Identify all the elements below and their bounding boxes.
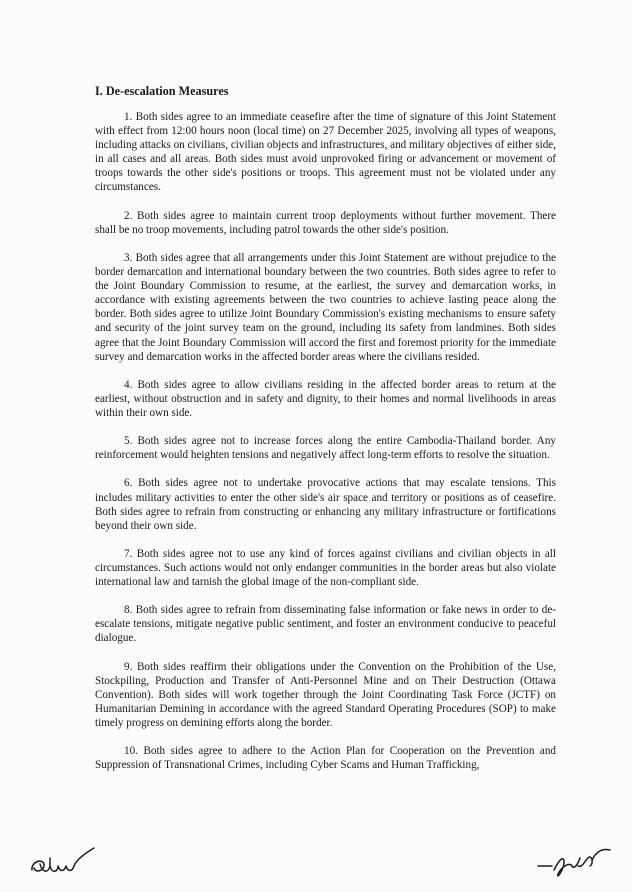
paragraph-3: 3. Both sides agree that all arrangements under this Joint Statement are without prejudice to the border demarcation and international boundary between the two countries. Both sides agree to refer to the Joint Boundary Commission to resume, at the earliest, the survey and demarcation works, in accordance with existing agreements between the two countries to achieve lasting peace along the border. Both sides agree to utilize Joint Boundary Commission's existing mechanisms to ensure safety and security of the joint survey team on the ground, including its safety from landmines. Both sides agree that the Joint Boundary Commission will accord the first and foremost priority for the immediate survey and demarcation works in the affected border areas where the civilians resided.	[95, 251, 556, 363]
paragraph-1: 1. Both sides agree to an immediate ceasefire after the time of signature of this Joint Statement with effect from 12:00 hours noon (local time) on 27 December 2025, involving all types of weapons, including attacks on civilians, civilian objects and infrastructures, and military objectives of either side, in all cases and all areas. Both sides must avoid unprovoked firing or advancement or movement of troops towards the other side's positions or troops. This agreement must not be violated under any circumstances.	[95, 111, 556, 194]
paragraph-8: 8. Both sides agree to refrain from disseminating false information or fake news in order to de-escalate tensions, mitigate negative public sentiment, and foster an environment conducive to peaceful dialogue.	[95, 604, 556, 645]
paragraph-6: 6. Both sides agree not to undertake provocative actions that may escalate tensions. This includes military activities to enter the other side's air space and territory or positions as of ceasefire. Both sides agree to refrain from constructing or enhancing any military infrastructure or fortifications beyond their own side.	[95, 477, 556, 532]
paragraph-9: 9. Both sides reaffirm their obligations under the Convention on the Prohibition of the Use, Stockpiling, Production and Transfer of Anti-Personnel Mine and on Their Destruction (Ottawa Convention). Both sides will work together through the Joint Coordinating Task Force (JCTF) on Humanitarian Demining in accordance with the agreed Standard Operating Procedures (SOP) to make timely progress on demining efforts along the border.	[95, 660, 556, 730]
initials-signature-right	[534, 844, 614, 884]
paragraph-5: 5. Both sides agree not to increase forces along the entire Cambodia-Thailand border. Any reinforcement would heighten tensions and negatively affect long-term efforts to resolve the situation.	[95, 435, 556, 462]
paragraph-2: 2. Both sides agree to maintain current troop deployments without further movement. There shall be no troop movements, including patrol towards the other side's position.	[95, 209, 556, 236]
section-heading: I. De-escalation Measures	[95, 84, 229, 98]
initials-signature-left	[28, 844, 98, 884]
handwritten-initials-right	[534, 844, 614, 884]
paragraph-10: 10. Both sides agree to adhere to the Action Plan for Cooperation on the Prevention and Suppression of Transnational Crimes, including Cyber Scams and Human Trafficking,	[95, 745, 556, 772]
document-body	[95, 110, 556, 787]
handwritten-initials-left	[28, 844, 98, 884]
paragraph-7: 7. Both sides agree not to use any kind of forces against civilians and civilian objects in all circumstances. Such actions would not only endanger communities in the border areas but also violate international law and tarnish the global image of the non-compliant side.	[95, 547, 556, 589]
paragraph-4: 4. Both sides agree to allow civilians residing in the affected border areas to return at the earliest, without obstruction and in safety and dignity, to their homes and normal livelihoods in areas within their own side.	[95, 378, 556, 419]
